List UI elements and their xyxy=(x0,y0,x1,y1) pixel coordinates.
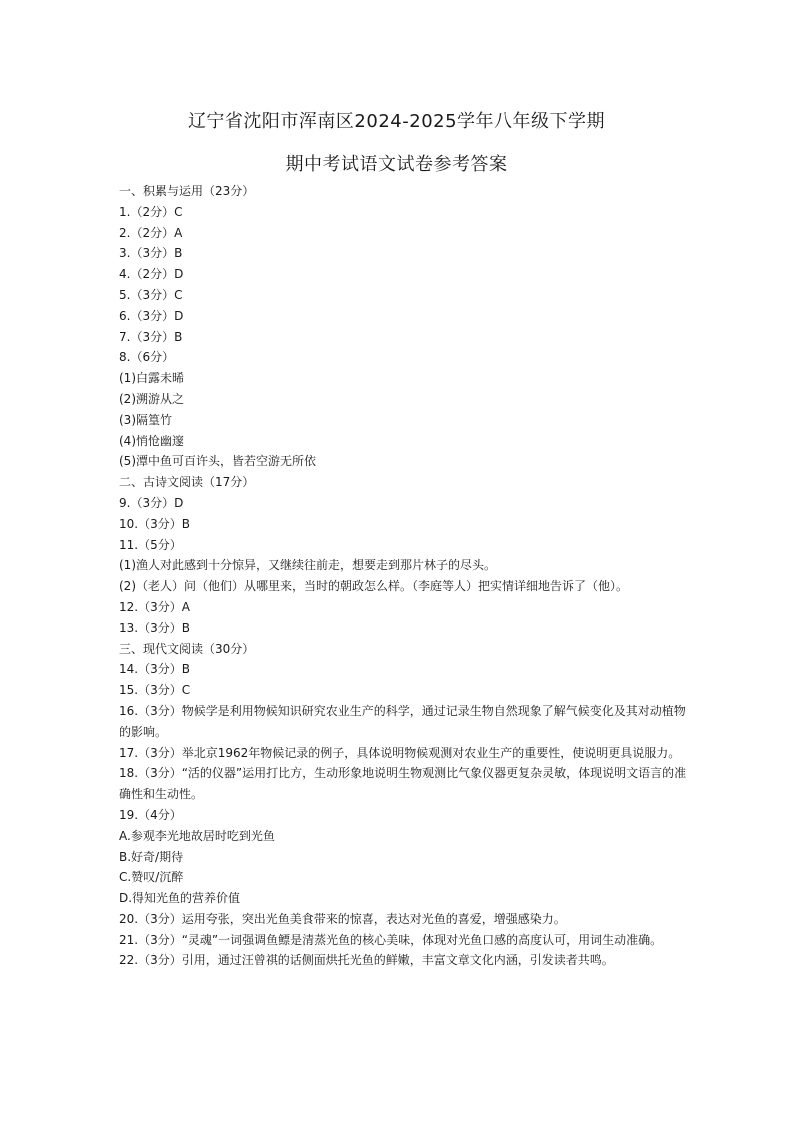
answer-paragraph: 20.（3分）运用夸张，突出光鱼美食带来的惊喜，表达对光鱼的喜爱，增强感染力。 xyxy=(119,911,566,926)
answer-paragraph: 22.（3分）引用，通过汪曾祺的话侧面烘托光鱼的鲜嫩，丰富文章文化内涵，引发读者共鸣。 xyxy=(119,953,614,968)
section-heading-1: 一、积累与运用（23分） xyxy=(119,184,255,198)
answer-subitem: (1)白露未晞 xyxy=(119,371,184,386)
answer-subitem: A.参观李光地故居时吃到光鱼 xyxy=(119,828,275,843)
answer-line: 3.（3分）B xyxy=(119,246,183,261)
answer-paragraph: 16.（3分）物候学是利用物候知识研究农业生产的科学，通过记录生物自然现象了解气候变化及其对动植物的影响。 xyxy=(119,703,686,739)
answer-line: 4.（2分）D xyxy=(119,267,184,282)
answer-paragraph: 21.（3分）“灵魂”一词强调鱼鳔是清蒸光鱼的核心美味，体现对光鱼口感的高度认可，用词生动准确。 xyxy=(119,932,663,947)
answer-subitem: (1)渔人对此感到十分惊异，又继续往前走，想要走到那片林子的尽头。 xyxy=(119,558,497,573)
answer-line: 14.（3分）B xyxy=(119,662,190,677)
answer-subitem: D.得知光鱼的营养价值 xyxy=(119,891,241,906)
answer-line: 8.（6分） xyxy=(119,350,175,365)
answer-subitem: (3)隔篁竹 xyxy=(119,412,172,427)
answer-line: 6.（3分）D xyxy=(119,308,184,323)
answer-body xyxy=(119,181,689,971)
answer-subitem: B.好奇/期待 xyxy=(119,849,184,864)
answer-paragraph: 17.（3分）举北京1962年物候记录的例子，具体说明物候观测对农业生产的重要性，使说明更具说服力。 xyxy=(119,745,681,760)
answer-line: 12.（3分）A xyxy=(119,599,190,614)
answer-line: 11.（5分） xyxy=(119,537,182,552)
answer-paragraph: 18.（3分）“活的仪器”运用打比方，生动形象地说明生物观测比气象仪器更复杂灵敏，体现说明文语言的准确性和生动性。 xyxy=(119,766,687,802)
answer-line: 9.（3分）D xyxy=(119,495,184,510)
answer-subitem: (4)悄怆幽邃 xyxy=(119,433,184,448)
answer-subitem: (2)（老人）问（他们）从哪里来，当时的朝政怎么样。（李庭等人）把实情详细地告诉了（他）。 xyxy=(119,579,629,594)
answer-subitem: (5)潭中鱼可百许头，皆若空游无所依 xyxy=(119,454,316,469)
answer-line: 2.（2分）A xyxy=(119,225,183,240)
answer-line: 10.（3分）B xyxy=(119,516,190,531)
answer-line: 15.（3分）C xyxy=(119,683,191,698)
page-title-line1: 辽宁省沈阳市浑南区2024-2025学年八年级下学期 xyxy=(187,111,606,132)
page-title-line2: 期中考试语文试卷参考答案 xyxy=(285,154,508,175)
answer-line: 1.（2分）C xyxy=(119,204,183,219)
section-heading-3: 三、现代文阅读（30分） xyxy=(119,641,255,656)
answer-line: 7.（3分）B xyxy=(119,329,183,344)
answer-line: 13.（3分）B xyxy=(119,620,190,635)
answer-line: 5.（3分）C xyxy=(119,287,183,302)
section-heading-2: 二、古诗文阅读（17分） xyxy=(119,475,255,490)
answer-subitem: (2)溯游从之 xyxy=(119,391,184,406)
answer-subitem: C.赞叹/沉醉 xyxy=(119,870,184,885)
answer-line: 19.（4分） xyxy=(119,807,182,822)
